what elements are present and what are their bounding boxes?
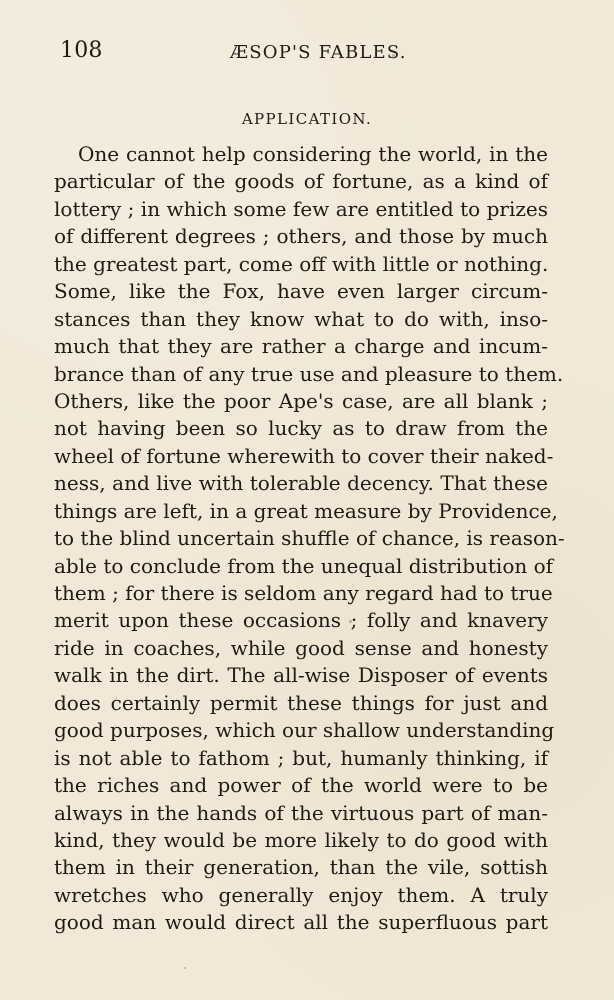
section-title: APPLICATION. <box>241 110 373 128</box>
text-line-17: them ; for there is seldom any regard had to true <box>54 581 553 605</box>
text-line-21: does certainly permit these things for just and <box>54 690 548 715</box>
text-line-16: able to conclude from the unequal distribution of <box>54 553 554 578</box>
text-line-6: Some, like the Fox, have even larger circum- <box>54 279 548 304</box>
text-line-15: to the blind uncertain shuffle of chance, is reason- <box>54 526 565 551</box>
page-header <box>54 38 560 72</box>
text-line-13: ness, and live with tolerable decency. That these <box>54 471 548 496</box>
text-line-7: stances than they know what to do with, inso- <box>54 306 548 331</box>
text-line-23: is not able to fathom ; but, humanly thinking, if <box>54 745 548 770</box>
text-line-28: wretches who generally enjoy them. A truly <box>54 882 548 907</box>
ink-speck <box>392 54 395 57</box>
text-line-10: Others, like the poor Ape's case, are all blank ; <box>54 388 548 413</box>
ink-speck <box>349 620 352 623</box>
text-line-19: ride in coaches, while good sense and honesty <box>54 635 548 660</box>
text-line-3: lottery ; in which some few are entitled to prizes <box>54 196 548 221</box>
text-line-22: good purposes, which our shallow understanding <box>54 718 555 743</box>
text-line-24: the riches and power of the world were to be <box>54 773 548 798</box>
text-line-11: not having been so lucky as to draw from the <box>54 416 548 441</box>
text-line-20: walk in the dirt. The all-wise Disposer of events <box>54 663 548 688</box>
page-number: 108 <box>60 38 103 63</box>
text-line-27: them in their generation, than the vile, sottish <box>54 855 548 880</box>
text-line-2: particular of the goods of fortune, as a kind of <box>54 169 548 194</box>
body-text <box>54 141 565 937</box>
text-line-4: of different degrees ; others, and those by much <box>54 224 548 249</box>
text-line-14: things are left, in a great measure by Providence, <box>54 498 558 523</box>
text-line-8: much that they are rather a charge and incum- <box>54 334 548 359</box>
text-line-29: good man would direct all the superfluous part <box>54 910 548 935</box>
ink-speck <box>184 967 186 969</box>
text-line-12: wheel of fortune wherewith to cover their naked- <box>54 443 554 468</box>
text-line-5: the greatest part, come off with little or nothing. <box>54 251 549 276</box>
running-title: ÆSOP'S FABLES. <box>230 42 407 63</box>
text-line-9: brance than of any true use and pleasure to them. <box>54 361 564 386</box>
text-line-25: always in the hands of the virtuous part of man- <box>54 800 548 825</box>
text-line-1: One cannot help considering the world, in the <box>78 142 548 166</box>
text-line-26: kind, they would be more likely to do good with <box>54 827 548 852</box>
text-line-18: merit upon these occasions ; folly and knavery <box>54 608 548 633</box>
